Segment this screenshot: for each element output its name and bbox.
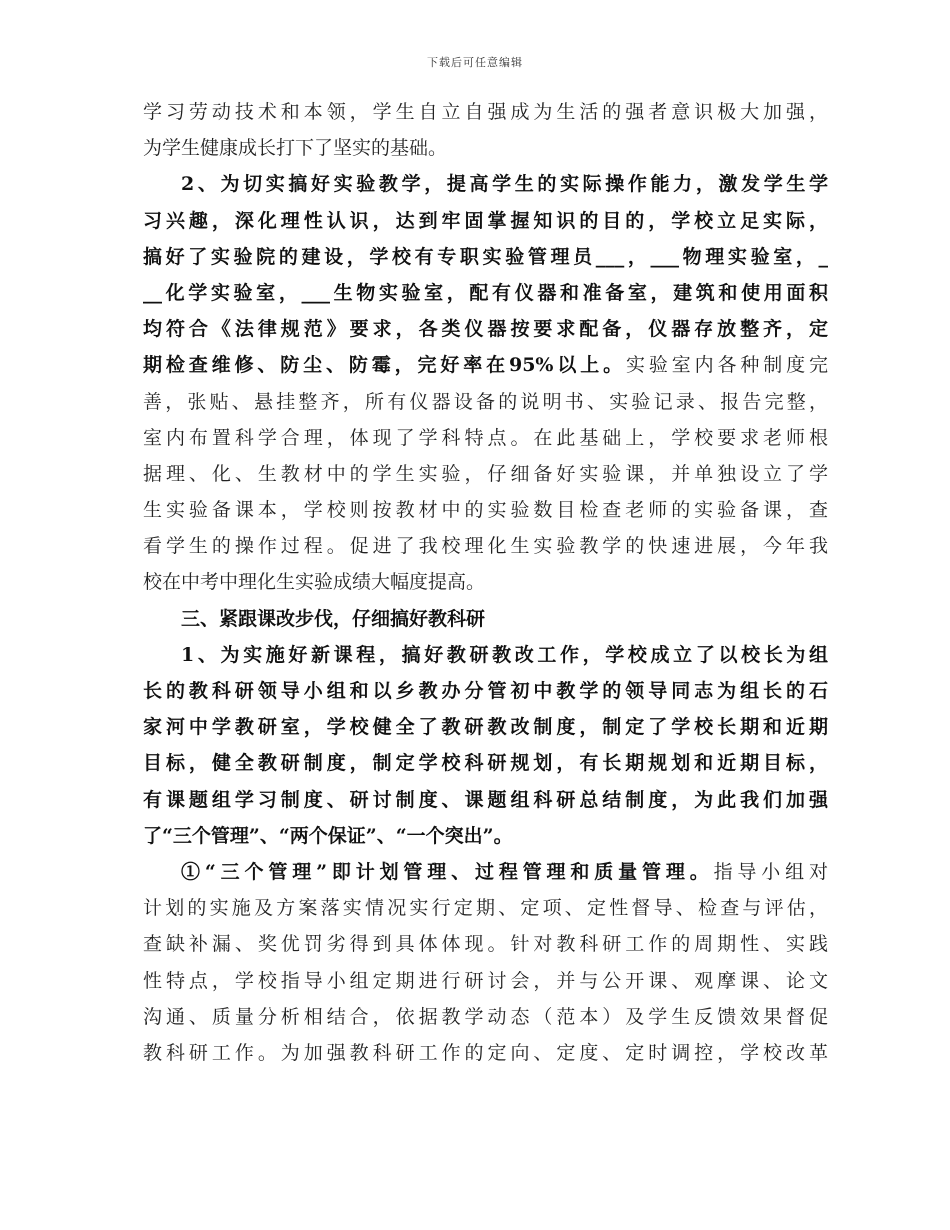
bold-text-run: 期检查维修、防尘、防霉，完好率在95%以上。 (143, 354, 626, 377)
text-line: 校在中考中理化生实验成绩大幅度提高。 (143, 571, 486, 594)
text-line: 2、为切实搞好实验教学，提高学生的实际操作能力，激发学生学 (181, 173, 828, 196)
document-body (143, 94, 828, 1071)
text-run: 实验室内各种制度完 (625, 354, 828, 377)
text-line: 查缺补漏、奖优罚劣得到具体体现。针对教科研工作的周期性、实践 (143, 933, 828, 956)
text-line: 室内布置科学合理，体现了学科特点。在此基础上，学校要求老师根 (143, 426, 828, 449)
text-line: 计划的实施及方案落实情况实行定期、定项、定性督导、检查与评估， (143, 897, 828, 920)
text-line: 性特点，学校指导小组定期进行研讨会，并与公开课、观摩课、论文 (143, 969, 828, 992)
text-line: __化学实验室，___生物实验室，配有仪器和准备室，建筑和使用面积 (143, 281, 828, 304)
text-line (143, 854, 828, 890)
text-line: 教科研工作。为加强教科研工作的定向、定度、定时调控，学校改革 (143, 1041, 828, 1064)
text-line: 据理、化、生教材中的学生实验，仔细备好实验课，并单独设立了学 (143, 462, 828, 485)
section-heading: 三、紧跟课改步伐，仔细搞好教科研 (181, 607, 486, 630)
text-line: 看学生的操作过程。促进了我校理化生实验教学的快速进展，今年我 (143, 535, 828, 558)
text-line: 学习劳动技术和本领，学生自立自强成为生活的强者意识极大加强， (143, 101, 828, 123)
text-run: 指导小组对 (713, 860, 828, 883)
text-line: 搞好了实验院的建设，学校有专职实验管理员___，___物理实验室，_ (143, 245, 828, 268)
text-line: 习兴趣，深化理性认识，达到牢固掌握知识的目的，学校立足实际， (143, 209, 828, 232)
text-line: 有课题组学习制度、研讨制度、课题组科研总结制度，为此我们加强 (143, 788, 828, 811)
text-line: 家河中学教研室，学校健全了教研教改制度，制定了学校长期和近期 (143, 716, 828, 739)
text-line: 1、为实施好新课程，搞好教研教改工作，学校成立了以校长为组 (181, 643, 828, 666)
text-line: 为学生健康成长打下了坚实的基础。 (143, 137, 448, 160)
bold-text-run: ①“三个管理”即计划管理、过程管理和质量管理。 (181, 860, 714, 883)
text-line: 了“三个管理”、“两个保证”、“一个突出”。 (143, 824, 513, 847)
text-line: 善，张贴、悬挂整齐，所有仪器设备的说明书、实验记录、报告完整， (143, 390, 828, 413)
text-line: 均符合《法律规范》要求，各类仪器按要求配备，仪器存放整齐，定 (143, 318, 828, 341)
text-line: 目标，健全教研制度，制定学校科研规划，有长期规划和近期目标， (143, 752, 828, 775)
text-line: 沟通、质量分析相结合，依据教学动态（范本）及学生反馈效果督促 (143, 1005, 828, 1028)
text-line (143, 347, 828, 383)
text-line: 生实验备课本，学校则按教材中的实验数目检查老师的实验备课，查 (143, 499, 828, 522)
page-header: 下载后可任意编辑 (427, 56, 523, 69)
text-line: 长的教科研领导小组和以乡教办分管初中教学的领导同志为组长的石 (143, 680, 828, 702)
